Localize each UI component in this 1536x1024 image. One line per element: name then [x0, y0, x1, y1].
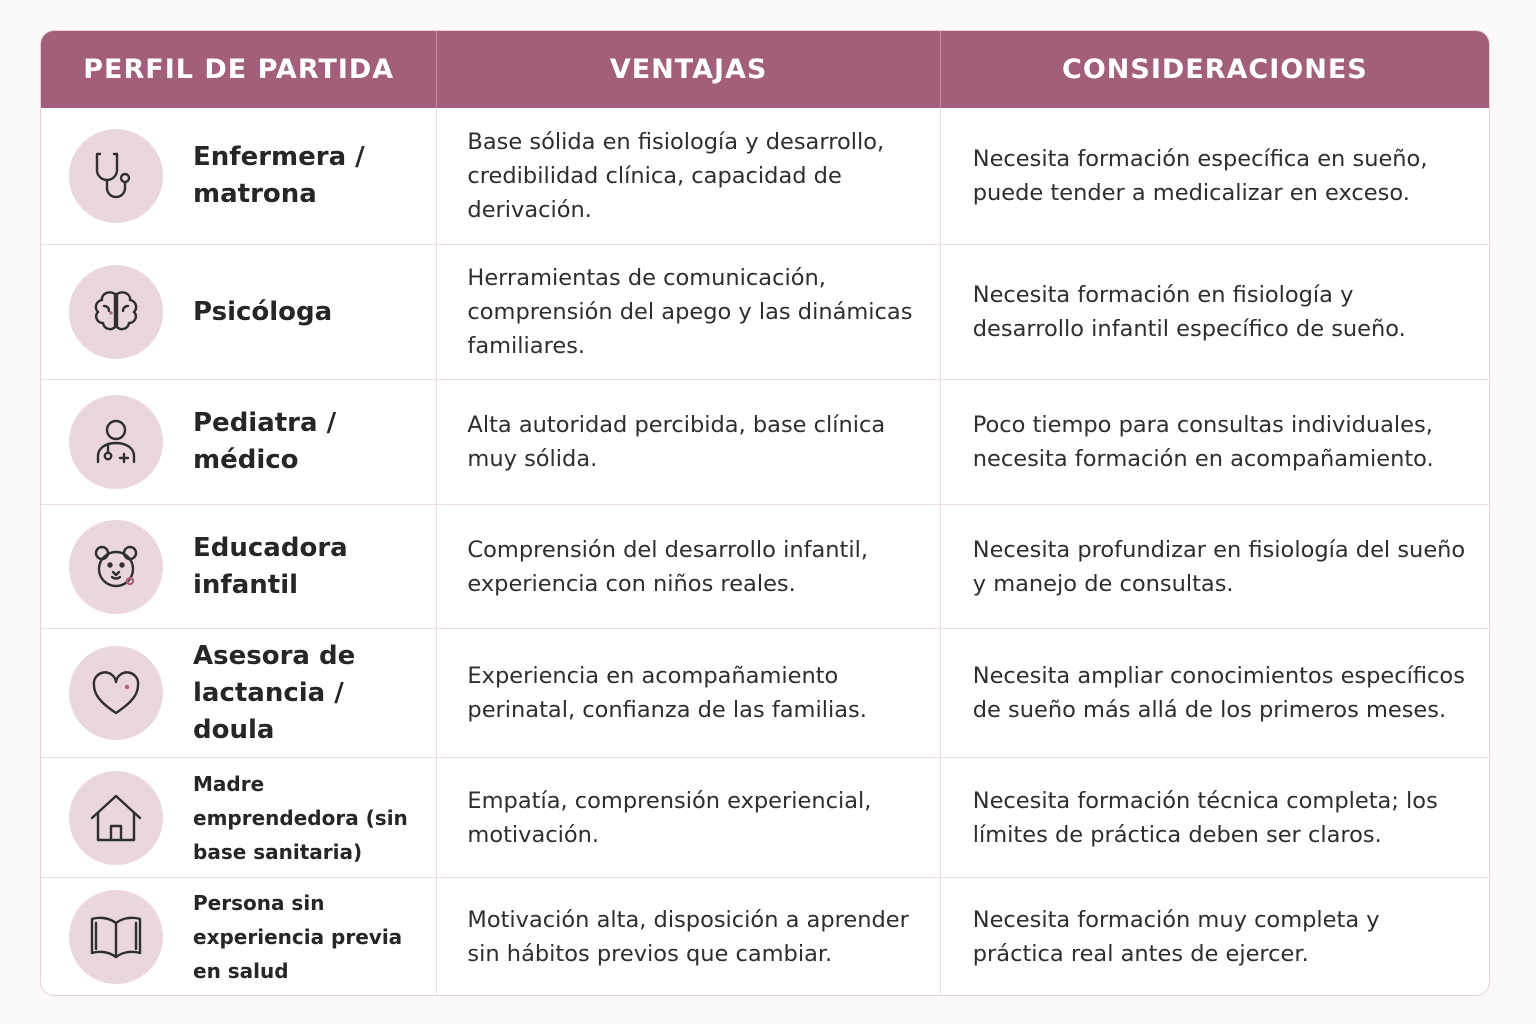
consideraciones-text: Necesita formación muy completa y práctica real antes de ejercer. — [972, 906, 1380, 967]
icon-circle — [69, 771, 163, 865]
doctor-icon — [86, 412, 146, 472]
table-row — [41, 245, 1489, 380]
profile-cell — [41, 629, 437, 757]
brain-icon — [86, 282, 146, 342]
table-row — [41, 108, 1489, 245]
ventajas-text: Base sólida en fisiología y desarrollo, credibilidad clínica, capacidad de derivación. — [467, 129, 885, 223]
consideraciones-text: Necesita formación específica en sueño, puede tender a medicalizar en exceso. — [972, 146, 1428, 206]
consideraciones-text: Necesita formación en fisiología y desarrollo infantil específico de sueño. — [972, 282, 1406, 342]
house-icon — [86, 788, 146, 848]
heart-icon — [86, 663, 146, 723]
consideraciones-cell — [941, 245, 1489, 379]
profile-label: Madre emprendedora (sin base sanitaria) — [193, 771, 408, 864]
consideraciones-cell — [941, 629, 1489, 757]
profile-cell — [41, 380, 437, 504]
ventajas-cell — [437, 108, 940, 244]
profile-cell — [41, 878, 437, 995]
profile-label: Pediatra / médico — [193, 408, 337, 475]
table-row — [41, 505, 1489, 629]
table-row — [41, 380, 1489, 505]
header-consideraciones: CONSIDERACIONES — [1062, 54, 1368, 85]
ventajas-text: Comprensión del desarrollo infantil, experiencia con niños reales. — [467, 536, 869, 597]
icon-circle — [69, 129, 163, 223]
ventajas-cell — [437, 505, 940, 628]
profile-label: Psicóloga — [193, 296, 333, 327]
consideraciones-text: Necesita ampliar conocimientos específicos de sueño más allá de los primeros meses. — [972, 663, 1465, 723]
ventajas-cell — [437, 245, 940, 379]
consideraciones-cell — [941, 878, 1489, 995]
ventajas-cell — [437, 629, 940, 757]
table-row — [41, 878, 1489, 995]
comparison-table — [40, 30, 1490, 996]
ventajas-text: Alta autoridad percibida, base clínica muy sólida. — [467, 412, 886, 472]
header-ventajas: VENTAJAS — [437, 31, 940, 108]
consideraciones-cell — [941, 380, 1489, 504]
profile-label: Educadora infantil — [193, 532, 348, 600]
table-row — [41, 629, 1489, 758]
icon-circle — [69, 395, 163, 489]
profile-cell — [41, 758, 437, 877]
header-perfil: PERFIL DE PARTIDA — [41, 31, 437, 108]
teddy-bear-icon — [86, 537, 146, 597]
profile-cell — [41, 245, 437, 379]
table-row — [41, 758, 1489, 878]
profile-cell — [41, 108, 437, 244]
table-header — [41, 31, 1489, 108]
ventajas-cell — [437, 878, 940, 995]
stethoscope-icon — [86, 146, 146, 206]
ventajas-text: Empatía, comprensión experiencial, motivación. — [467, 787, 872, 848]
icon-circle — [69, 520, 163, 614]
profile-cell — [41, 505, 437, 628]
ventajas-text: Experiencia en acompañamiento perinatal, confianza de las familias. — [467, 663, 867, 723]
consideraciones-cell — [941, 758, 1489, 877]
consideraciones-cell — [941, 505, 1489, 628]
icon-circle — [69, 890, 163, 984]
consideraciones-text: Necesita profundizar en fisiología del sueño y manejo de consultas. — [972, 536, 1466, 597]
consideraciones-text: Necesita formación técnica completa; los límites de práctica deben ser claros. — [972, 787, 1438, 848]
ventajas-cell — [437, 380, 940, 504]
consideraciones-text: Poco tiempo para consultas individuales, necesita formación en acompañamiento. — [972, 412, 1434, 472]
profile-label: Enfermera / matrona — [193, 142, 365, 209]
open-book-icon — [86, 907, 146, 967]
consideraciones-cell — [941, 108, 1489, 244]
icon-circle — [69, 646, 163, 740]
ventajas-text: Motivación alta, disposición a aprender sin hábitos previos que cambiar. — [467, 906, 909, 967]
ventajas-text: Herramientas de comunicación, comprensión del apego y las dinámicas familiares. — [467, 265, 913, 359]
icon-circle — [69, 265, 163, 359]
ventajas-cell — [437, 758, 940, 877]
profile-label: Asesora de lactancia / doula — [193, 640, 356, 745]
profile-label: Persona sin experiencia previa en salud — [193, 890, 403, 983]
